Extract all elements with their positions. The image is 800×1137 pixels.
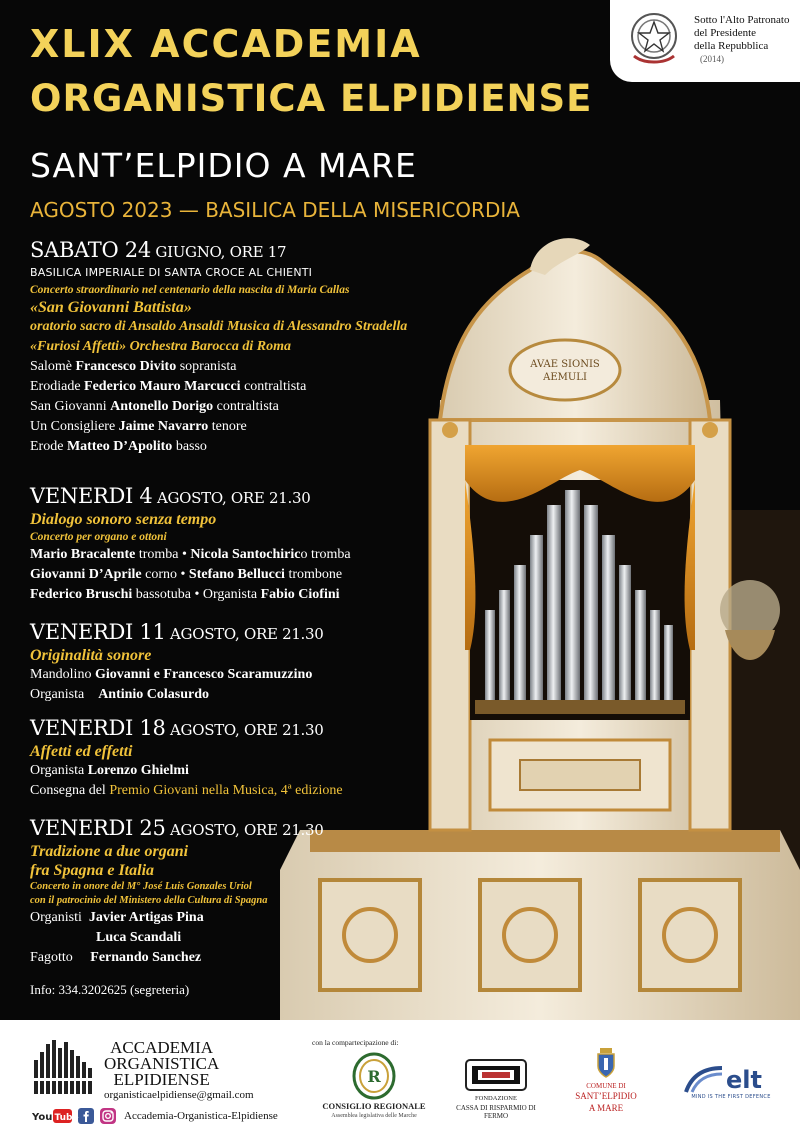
academy-name-line: ACCADEMIA bbox=[110, 1038, 214, 1057]
event-day: VENERDI 11 bbox=[30, 620, 166, 644]
event-day: VENERDI 4 bbox=[30, 484, 153, 508]
dates-venue: AGOSTO 2023 — BASILICA DELLA MISERICORDIA bbox=[30, 198, 520, 222]
cast-name: Antonello Dorigo bbox=[110, 399, 214, 414]
performer-role: Organista bbox=[30, 763, 88, 778]
cast-role: Un Consigliere bbox=[30, 419, 119, 434]
performer-role: Organista bbox=[30, 687, 99, 702]
info-phone: Info: 334.3202625 (segreteria) bbox=[30, 982, 190, 997]
main-title-line-1: XLIX ACCADEMIA bbox=[30, 22, 422, 66]
event-day: VENERDI 18 bbox=[30, 716, 166, 740]
consiglio-subtitle: Assemblea legislativa delle Marche bbox=[331, 1113, 417, 1119]
elt-tagline: MIND IS THE FIRST DEFENCE bbox=[691, 1094, 771, 1100]
main-title-line-2: ORGANISTICA ELPIDIENSE bbox=[30, 77, 593, 120]
italian-republic-emblem-icon bbox=[624, 8, 684, 70]
social-links bbox=[32, 1108, 278, 1124]
performer-line bbox=[30, 761, 343, 781]
cast-line bbox=[30, 437, 407, 457]
event-heading bbox=[30, 620, 324, 646]
award-name: Premio Giovani nella Musica, 4ª edizione bbox=[109, 783, 343, 798]
event-block bbox=[30, 816, 324, 968]
event-day: SABATO 24 bbox=[30, 238, 151, 262]
consiglio-name: CONSIGLIO REGIONALE bbox=[322, 1101, 426, 1111]
cast-role: Erode bbox=[30, 439, 67, 454]
carifermo-emblem-icon bbox=[464, 1058, 528, 1092]
cast-name: Matteo D’Apolito bbox=[66, 439, 173, 454]
cast-role: San Giovanni bbox=[30, 399, 111, 414]
performer-name: Luca Scandali bbox=[96, 930, 182, 945]
performer-name: Javier Artigas Pina bbox=[88, 910, 204, 925]
event-title: Originalità sonore bbox=[30, 647, 152, 664]
event-block bbox=[30, 620, 324, 705]
comune-logo bbox=[574, 1048, 638, 1132]
event-time: AGOSTO, ORE 21.30 bbox=[165, 821, 324, 839]
consiglio-regionale-emblem-icon bbox=[352, 1052, 396, 1100]
cast-voice: sopranista bbox=[176, 359, 237, 374]
youtube-icon[interactable] bbox=[32, 1108, 79, 1124]
cast-role: Erodiade bbox=[30, 379, 85, 394]
patronage-line: Sotto l'Alto Patronato bbox=[694, 14, 790, 26]
patronage-text bbox=[694, 14, 789, 66]
performer-name: Fabio Ciofini bbox=[260, 587, 340, 602]
event-title: Tradizione a due organi bbox=[30, 843, 189, 860]
cast-line bbox=[30, 357, 407, 377]
carifermo-name: CASSA DI RISPARMIO DI FERMO bbox=[456, 1104, 536, 1120]
carifermo-label: FONDAZIONE bbox=[475, 1095, 517, 1102]
performer-line bbox=[30, 948, 324, 968]
event-heading bbox=[30, 238, 407, 264]
cast-line bbox=[30, 417, 407, 437]
performer-name: Stefano Bellucci bbox=[188, 567, 285, 582]
performer-name: Mario Bracalente bbox=[30, 547, 136, 562]
event-subtitle: oratorio sacro di Ansaldo Ansaldi Musica di Alessandro Stradella bbox=[30, 319, 408, 334]
award-prefix: Consegna del bbox=[30, 783, 110, 798]
performer-name: Giovanni D’Aprile bbox=[30, 567, 142, 582]
event-venue: BASILICA IMPERIALE DI SANTA CROCE AL CHIENTI bbox=[30, 266, 313, 279]
event-time: AGOSTO, ORE 21.30 bbox=[165, 721, 324, 739]
event-block bbox=[30, 484, 351, 605]
organ-pipes-logo-icon bbox=[32, 1038, 94, 1096]
event-note: con il patrocinio del Ministero della Cultura di Spagna bbox=[30, 895, 268, 906]
performer-line bbox=[30, 665, 324, 685]
event-title: Affetti ed effetti bbox=[30, 743, 133, 760]
academy-name-line: ELPIDIENSE bbox=[113, 1070, 210, 1089]
svg-text:elt: elt bbox=[726, 1066, 762, 1094]
city-title: SANT’ELPIDIO A MARE bbox=[30, 146, 417, 185]
performer-instrument: corno • bbox=[141, 567, 189, 582]
performer-name: Lorenzo Ghielmi bbox=[87, 763, 189, 778]
svg-text:R: R bbox=[367, 1067, 381, 1086]
cast-voice: contraltista bbox=[240, 379, 307, 394]
patronage-line: del Presidente bbox=[694, 27, 757, 39]
performer-instrument: o tromba bbox=[300, 547, 351, 562]
comune-label: COMUNE DI bbox=[586, 1082, 626, 1090]
academy-name bbox=[104, 1040, 219, 1088]
event-ensemble: «Furiosi Affetti» Orchestra Barocca di Roma bbox=[30, 339, 291, 354]
facebook-icon[interactable] bbox=[78, 1108, 94, 1124]
performer-line bbox=[30, 565, 351, 585]
event-time: AGOSTO, ORE 21.30 bbox=[152, 489, 311, 507]
instagram-icon[interactable] bbox=[100, 1108, 116, 1124]
performer-name: Fernando Sanchez bbox=[90, 950, 202, 965]
cast-role: Salomè bbox=[30, 359, 76, 374]
cast-name: Federico Mauro Marcucci bbox=[84, 379, 241, 394]
performer-instrument: bassotuba • Organista bbox=[132, 587, 261, 602]
svg-text:AVAE SIONIS: AVAE SIONIS bbox=[530, 359, 600, 370]
event-time: GIUGNO, ORE 17 bbox=[150, 243, 287, 261]
performer-line bbox=[30, 585, 351, 605]
academy-email[interactable]: organisticaelpidiense@gmail.com bbox=[104, 1089, 254, 1101]
patronage-line: della Repubblica bbox=[694, 40, 769, 52]
cast-line bbox=[30, 397, 407, 417]
event-title: «San Giovanni Battista» bbox=[30, 299, 192, 316]
event-heading bbox=[30, 716, 343, 742]
event-intro: Concerto straordinario nel centenario della nascita di Maria Callas bbox=[30, 284, 350, 296]
performer-role: Fagotto bbox=[30, 950, 91, 965]
consiglio-regionale-logo bbox=[300, 1048, 448, 1130]
svg-text:Tube: Tube bbox=[54, 1113, 79, 1123]
event-heading bbox=[30, 816, 324, 842]
event-note: Concerto in onore del M° José Luis Gonzales Uriol bbox=[30, 881, 252, 892]
comune-name: SANT’ELPIDIO bbox=[575, 1091, 637, 1101]
award-line bbox=[30, 781, 343, 801]
comune-crest-icon bbox=[596, 1048, 616, 1078]
elt-wordmark-icon bbox=[682, 1064, 782, 1094]
patronage-box bbox=[610, 0, 800, 82]
event-title: Dialogo sonoro senza tempo bbox=[30, 511, 217, 528]
performer-instrument: trombone bbox=[284, 567, 343, 582]
patronage-year: (2014) bbox=[700, 54, 724, 64]
cast-name: Jaime Navarro bbox=[118, 419, 209, 434]
performer-role: Mandolino bbox=[30, 667, 95, 682]
performer-name: Nicola Santochiric bbox=[190, 547, 301, 562]
performer-line bbox=[30, 685, 324, 705]
performer-name: Federico Bruschi bbox=[30, 587, 133, 602]
event-block bbox=[30, 238, 407, 457]
performer-line bbox=[30, 908, 324, 928]
cast-line bbox=[30, 377, 407, 397]
event-block bbox=[30, 716, 343, 801]
comune-name: A MARE bbox=[588, 1103, 624, 1113]
performer-line bbox=[30, 545, 351, 565]
event-time: AGOSTO, ORE 21.30 bbox=[165, 625, 324, 643]
social-handle[interactable]: Accademia-Organistica-Elpidiense bbox=[124, 1110, 278, 1122]
svg-text:AEMULI: AEMULI bbox=[543, 372, 587, 383]
performer-name: Antinio Colasurdo bbox=[98, 687, 210, 702]
event-heading bbox=[30, 484, 351, 510]
footer bbox=[0, 1020, 800, 1137]
elt-logo bbox=[676, 1064, 786, 1104]
cofinancing-label: con la compartecipazione di: bbox=[312, 1038, 399, 1047]
performer-role: Organisti bbox=[30, 910, 89, 925]
svg-text:You: You bbox=[32, 1112, 53, 1123]
performer-line bbox=[30, 928, 324, 948]
cast-voice: tenore bbox=[208, 419, 247, 434]
cast-voice: basso bbox=[172, 439, 207, 454]
performer-name: Giovanni e Francesco Scaramuzzino bbox=[94, 667, 313, 682]
event-title: fra Spagna e Italia bbox=[30, 862, 155, 879]
cast-name: Francesco Divito bbox=[75, 359, 177, 374]
academy-name-line: ORGANISTICA bbox=[104, 1054, 220, 1073]
performer-instrument: tromba • bbox=[135, 547, 191, 562]
carifermo-logo bbox=[456, 1058, 536, 1128]
cast-voice: contraltista bbox=[213, 399, 279, 414]
event-note: Concerto per organo e ottoni bbox=[30, 531, 167, 543]
event-day: VENERDI 25 bbox=[30, 816, 166, 840]
